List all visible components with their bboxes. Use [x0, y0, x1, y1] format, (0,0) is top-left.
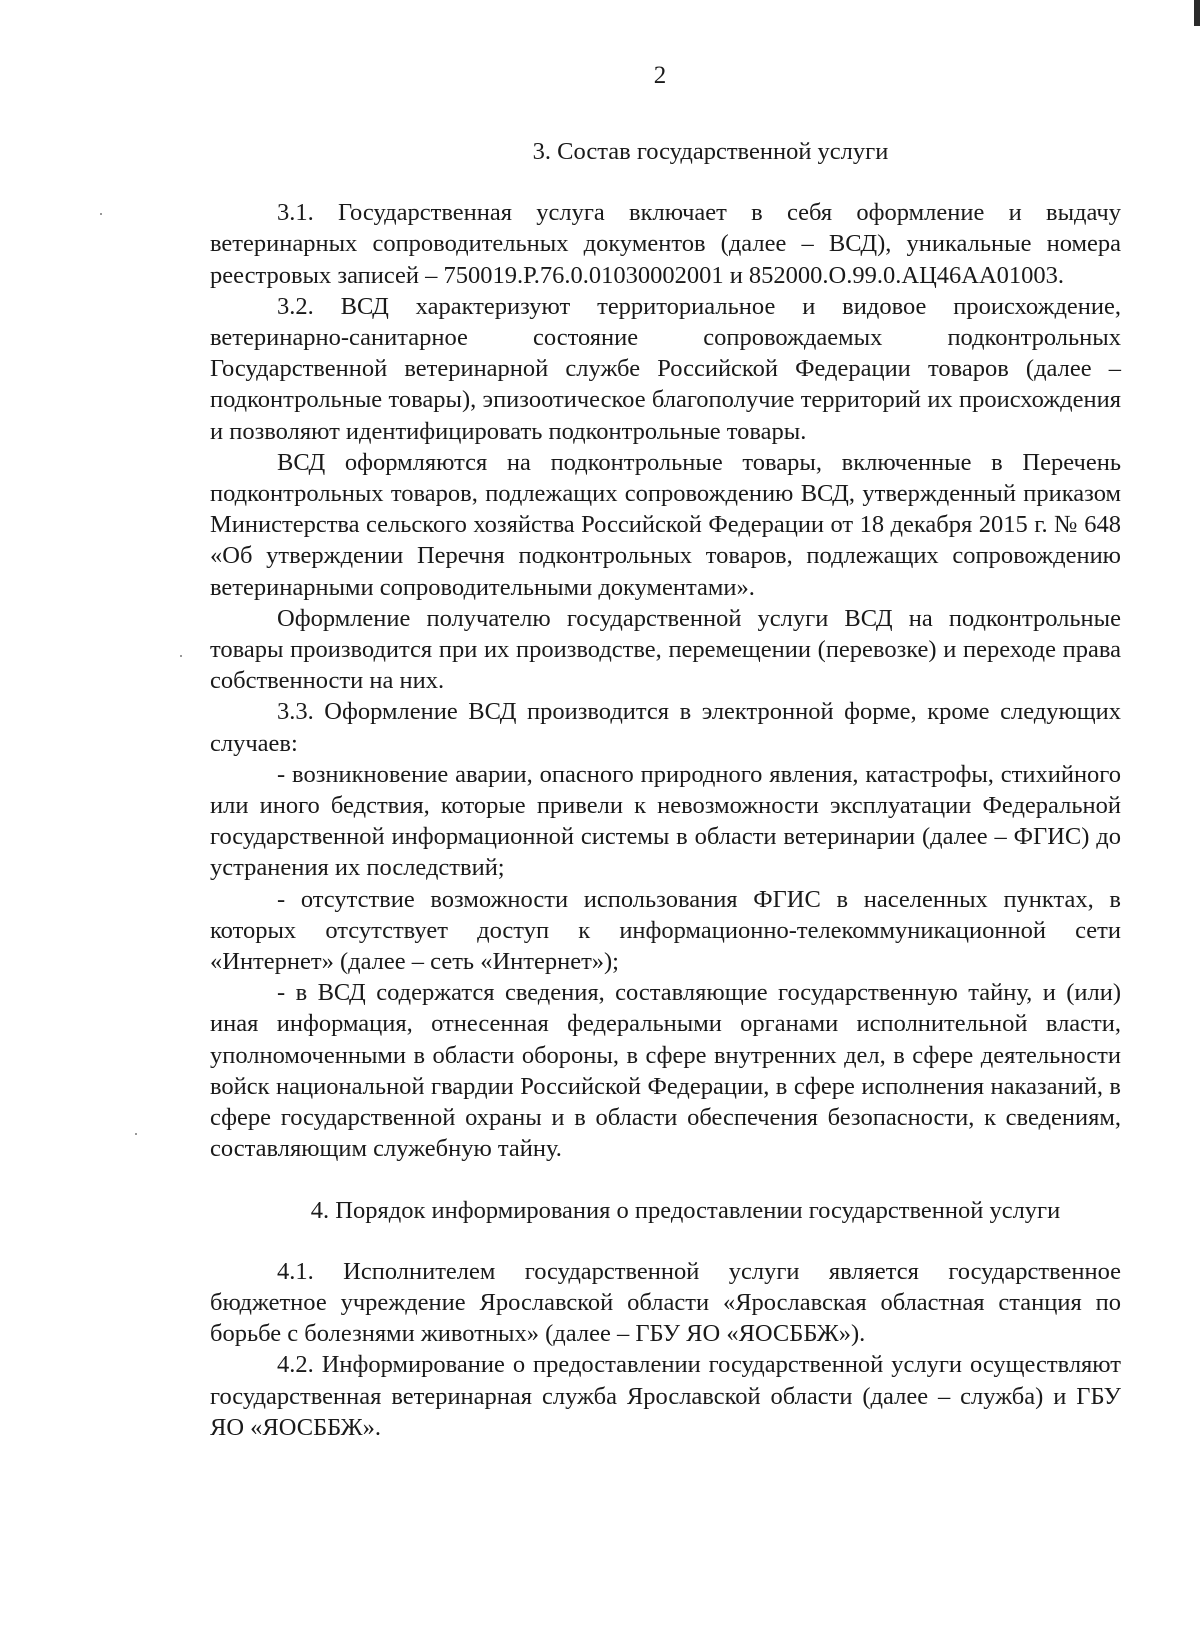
paragraph-3-2: 3.2. ВСД характеризуют территориальное и видовое происхождение, ветеринарно-санитарное состояние сопровождаемых подконтрольных Государственной ветеринарной службе Российской Федерации товаров (далее – подконтрольные товары), эпизоотическое благополучие территорий их происхождения и позволяют идентифицировать подконтрольные товары. — [210, 292, 1121, 445]
paragraph-3-1: 3.1. Государственная услуга включает в себя оформление и выдачу ветеринарных сопроводительных документов (далее – ВСД), уникальные номера реестровых записей – 750019.Р.76.0.01030002001 и 852000.О.99.0.АЦ46АА01003. — [210, 199, 1121, 289]
scan-speck — [135, 1133, 137, 1135]
paragraph-vsd-issuance: Оформление получателю государственной услуги ВСД на подконтрольные товары производится при их производстве, перемещении (перевозке) и переходе права собственности на них. — [210, 604, 1121, 695]
section-4-heading: 4. Порядок информирования о предоставлении государственной услуги — [310, 1196, 1061, 1224]
scan-speck — [180, 655, 182, 657]
scan-speck — [100, 213, 102, 215]
paragraph-4-1: 4.1. Исполнителем государственной услуги является государственное бюджетное учреждение Ярославской области «Ярославская областная станция по борьбе с болезнями животных» (далее – ГБУ ЯО «ЯОСББЖ»). — [210, 1257, 1121, 1348]
list-item: - в ВСД содержатся сведения, составляющие государственную тайну, и (или) иная информация, отнесенная федеральными органами исполнительной власти, уполномоченными в области обороны, в сфере внутренних дел, в сфере деятельности войск национальной гвардии Российской Федерации, в сфере исполнения наказаний, в сфере государственной охраны и в области обеспечения безопасности, к сведениям, составляющим служебную тайну. — [210, 979, 1121, 1163]
scan-edge-mark — [1194, 0, 1200, 26]
paragraph-vsd-list: ВСД оформляются на подконтрольные товары, включенные в Перечень подконтрольных товаров, подлежащих сопровождению ВСД, утвержденный приказом Министерства сельского хозяйства Российской Федерации от 18 декабря 2015 г. № 648 «Об утверждении Перечня подконтрольных товаров, подлежащих сопровождению ветеринарными сопроводительными документами». — [210, 448, 1121, 601]
list-item: - возникновение аварии, опасного природного явления, катастрофы, стихийного или иного бедствия, которые привели к невозможности эксплуатации Федеральной государственной информационной системы в области ветеринарии (далее – ФГИС) до устранения их последствий; — [210, 760, 1121, 882]
paragraph-3-3: 3.3. Оформление ВСД производится в электронной форме, кроме следующих случаев: — [210, 698, 1121, 757]
section-3-heading: 3. Состав государственной услуги — [532, 138, 889, 165]
document-body — [210, 136, 1121, 1443]
list-item: - отсутствие возможности использования ФГИС в населенных пунктах, в которых отсутствует доступ к информационно-телекоммуникационной сети «Интернет» (далее – сеть «Интернет»); — [210, 885, 1121, 976]
paragraph-4-2: 4.2. Информирование о предоставлении государственной услуги осуществляют государственная ветеринарная служба Ярославской области (далее – служба) и ГБУ ЯО «ЯОСББЖ». — [210, 1351, 1121, 1441]
page-number: 2 — [653, 62, 667, 89]
